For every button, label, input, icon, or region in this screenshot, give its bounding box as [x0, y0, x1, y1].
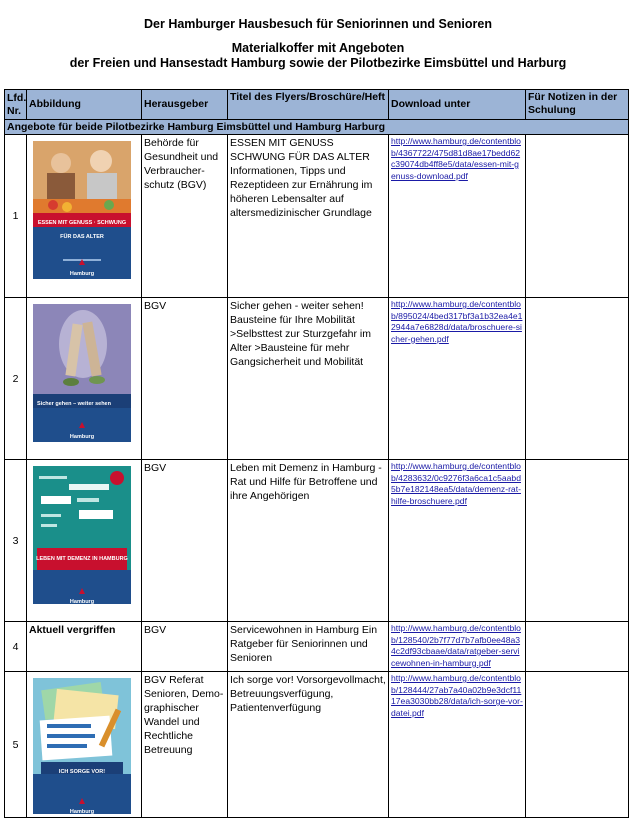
col-header-nr: Lfd. Nr. [5, 90, 27, 120]
title-cell: Sicher gehen - weiter sehen! Bausteine für Ihre Mobilität >Selbsttest zur Sturzgefahr im Alter >Bausteine für mehr Gangsicherheit und Mobilität [228, 298, 389, 460]
notes-cell[interactable] [526, 135, 629, 298]
cover-cell [27, 135, 142, 298]
title-cell: Servicewohnen in Hamburg Ein Ratgeber für Seniorinnen und Senioren [228, 622, 389, 672]
notes-cell[interactable] [526, 298, 629, 460]
download-cell [389, 460, 526, 622]
download-link[interactable]: http://www.hamburg.de/contentblob/4367722/475d81d8ae17bedd62c39074db4ff8e5/data/essen-mit-genuss-download.pdf [391, 136, 521, 181]
row-number: 3 [5, 460, 27, 622]
publisher-cell: BGV Referat Senioren, Demo-graphischer Wandel und Rechtliche Betreuung [142, 672, 228, 818]
col-header-download: Download unter [389, 90, 526, 120]
col-header-image: Abbildung [27, 90, 142, 120]
out-of-print-note: Aktuell vergriffen [27, 622, 142, 672]
col-header-title: Titel des Flyers/Broschüre/Heft [228, 90, 389, 120]
download-cell [389, 298, 526, 460]
publisher-cell: Behörde für Gesundheit und Verbraucher-schutz (BGV) [142, 135, 228, 298]
title-cell: Leben mit Demenz in Hamburg - Rat und Hilfe für Betroffene und ihre Angehörigen [228, 460, 389, 622]
download-cell [389, 672, 526, 818]
cover-brand: Hamburg [69, 599, 95, 604]
title-cell: ESSEN MIT GENUSS SCHWUNG FÜR DAS ALTER Informationen, Tipps und Rezeptideen zur Ernährung im höheren Lebensalter auf altersmedizinischer Grundlage [228, 135, 389, 298]
document-title: Der Hamburger Hausbesuch für Seniorinnen und Senioren [144, 17, 492, 31]
download-cell [389, 135, 526, 298]
brochure-cover-image [33, 141, 131, 279]
row-number: 1 [5, 135, 27, 298]
cover-caption: LEBEN MIT DEMENZ IN HAMBURG [36, 556, 128, 562]
cover-brand: Hamburg [69, 809, 95, 814]
table-row [5, 460, 629, 622]
document-subtitle [0, 41, 636, 71]
cover-caption: ICH SORGE VOR! [58, 769, 106, 775]
row-number: 2 [5, 298, 27, 460]
table-header-row [5, 90, 629, 120]
download-link[interactable]: http://www.hamburg.de/contentblob/128444/27ab7a40a02b9e3dcf1117ea3030bb28/data/ich-sorge-vor-datei.pdf [391, 673, 523, 718]
cover-caption: Sicher gehen – weiter sehen [37, 401, 111, 407]
col-header-publisher: Herausgeber [142, 90, 228, 120]
publisher-cell: BGV [142, 622, 228, 672]
download-link[interactable]: http://www.hamburg.de/contentblob/4283632/0c9276f3a6ca1c5aabd5b7e182148ea5/data/demenz-rat-hilfe-broschuere.pdf [391, 461, 521, 506]
download-link[interactable]: http://www.hamburg.de/contentblob/128540/2b7f77d7b7afb0ee48a34c2df93cbaae/data/ratgeber-servicewohnen-in-hamburg.pdf [391, 623, 521, 668]
materials-table [4, 89, 629, 818]
table-row [5, 672, 629, 818]
col-header-notes: Für Notizen in der Schulung [526, 90, 629, 120]
cover-cell [27, 672, 142, 818]
publisher-cell: BGV [142, 298, 228, 460]
table-row [5, 622, 629, 672]
publisher-cell: BGV [142, 460, 228, 622]
brochure-cover-image [33, 466, 131, 604]
notes-cell[interactable] [526, 622, 629, 672]
brochure-cover-image [33, 304, 131, 442]
cover-cell [27, 460, 142, 622]
row-number: 5 [5, 672, 27, 818]
title-cell: Ich sorge vor! Vorsorgevollmacht, Betreuungsverfügung, Patientenverfügung [228, 672, 389, 818]
subtitle-line-1: Materialkoffer mit Angeboten [231, 41, 405, 55]
cover-brand: Hamburg [69, 434, 95, 440]
brochure-cover-image [33, 678, 131, 814]
download-cell [389, 622, 526, 672]
subtitle-line-2: der Freien und Hansestadt Hamburg sowie der Pilotbezirke Eimsbüttel und Harburg [69, 56, 567, 70]
section-row [5, 120, 629, 135]
row-number: 4 [5, 622, 27, 672]
section-label: Angebote für beide Pilotbezirke Hamburg Eimsbüttel und Hamburg Harburg [5, 120, 629, 135]
table-row [5, 298, 629, 460]
download-link[interactable]: http://www.hamburg.de/contentblob/895024/4bed317bf3a1b32ea4e12944a7e6828d/data/broschuere-sicher-gehen.pdf [391, 299, 523, 344]
cover-caption: ESSEN MIT GENUSS · SCHWUNG FÜR DAS ALTER [37, 220, 127, 240]
cover-cell [27, 298, 142, 460]
notes-cell[interactable] [526, 672, 629, 818]
notes-cell[interactable] [526, 460, 629, 622]
table-row [5, 135, 629, 298]
cover-brand: Hamburg [69, 271, 95, 277]
